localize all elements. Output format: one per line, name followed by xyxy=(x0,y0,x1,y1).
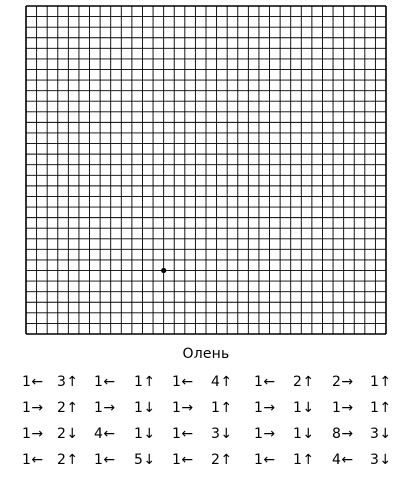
step-instruction: 1↓ xyxy=(293,426,315,442)
grid-svg xyxy=(25,5,387,335)
step-instruction: 1→ xyxy=(254,400,276,416)
step-instruction: 1↑ xyxy=(370,374,392,390)
step-instruction: 1↑ xyxy=(370,400,392,416)
step-instruction: 3↓ xyxy=(370,452,392,468)
step-instructions xyxy=(0,372,412,476)
step-row xyxy=(0,424,412,450)
step-instruction: 5↓ xyxy=(134,452,156,468)
step-instruction: 1← xyxy=(254,452,276,468)
step-instruction: 4← xyxy=(94,426,116,442)
step-instruction: 1← xyxy=(172,426,194,442)
step-instruction: 2↑ xyxy=(293,374,315,390)
step-instruction: 1→ xyxy=(94,400,116,416)
step-instruction: 4← xyxy=(332,452,354,468)
step-instruction: 3↓ xyxy=(211,426,233,442)
step-instruction: 8→ xyxy=(332,426,354,442)
step-instruction: 4↑ xyxy=(211,374,233,390)
step-instruction: 1← xyxy=(172,374,194,390)
step-row xyxy=(0,450,412,476)
step-instruction: 1← xyxy=(172,452,194,468)
step-instruction: 1→ xyxy=(22,400,44,416)
step-instruction: 1↑ xyxy=(293,452,315,468)
step-instruction: 3↓ xyxy=(370,426,392,442)
step-instruction: 1→ xyxy=(254,426,276,442)
step-instruction: 1← xyxy=(22,374,44,390)
step-instruction: 1→ xyxy=(172,400,194,416)
step-row xyxy=(0,398,412,424)
step-instruction: 2↓ xyxy=(57,426,79,442)
step-instruction: 1← xyxy=(254,374,276,390)
step-instruction: 3↑ xyxy=(57,374,79,390)
step-instruction: 2↑ xyxy=(211,452,233,468)
step-instruction: 1↑ xyxy=(211,400,233,416)
picture-title: Олень xyxy=(182,346,230,362)
step-instruction: 1↓ xyxy=(134,426,156,442)
step-instruction: 1← xyxy=(22,452,44,468)
step-row xyxy=(0,372,412,398)
step-instruction: 1→ xyxy=(332,400,354,416)
step-instruction: 1← xyxy=(94,374,116,390)
step-instruction: 1↓ xyxy=(293,400,315,416)
start-point-dot xyxy=(161,268,166,273)
drawing-grid xyxy=(25,5,387,335)
step-instruction: 1← xyxy=(94,452,116,468)
step-instruction: 1→ xyxy=(22,426,44,442)
step-instruction: 2→ xyxy=(332,374,354,390)
step-instruction: 2↑ xyxy=(57,400,79,416)
step-instruction: 1↑ xyxy=(134,374,156,390)
step-instruction: 1↓ xyxy=(134,400,156,416)
step-instruction: 2↑ xyxy=(57,452,79,468)
